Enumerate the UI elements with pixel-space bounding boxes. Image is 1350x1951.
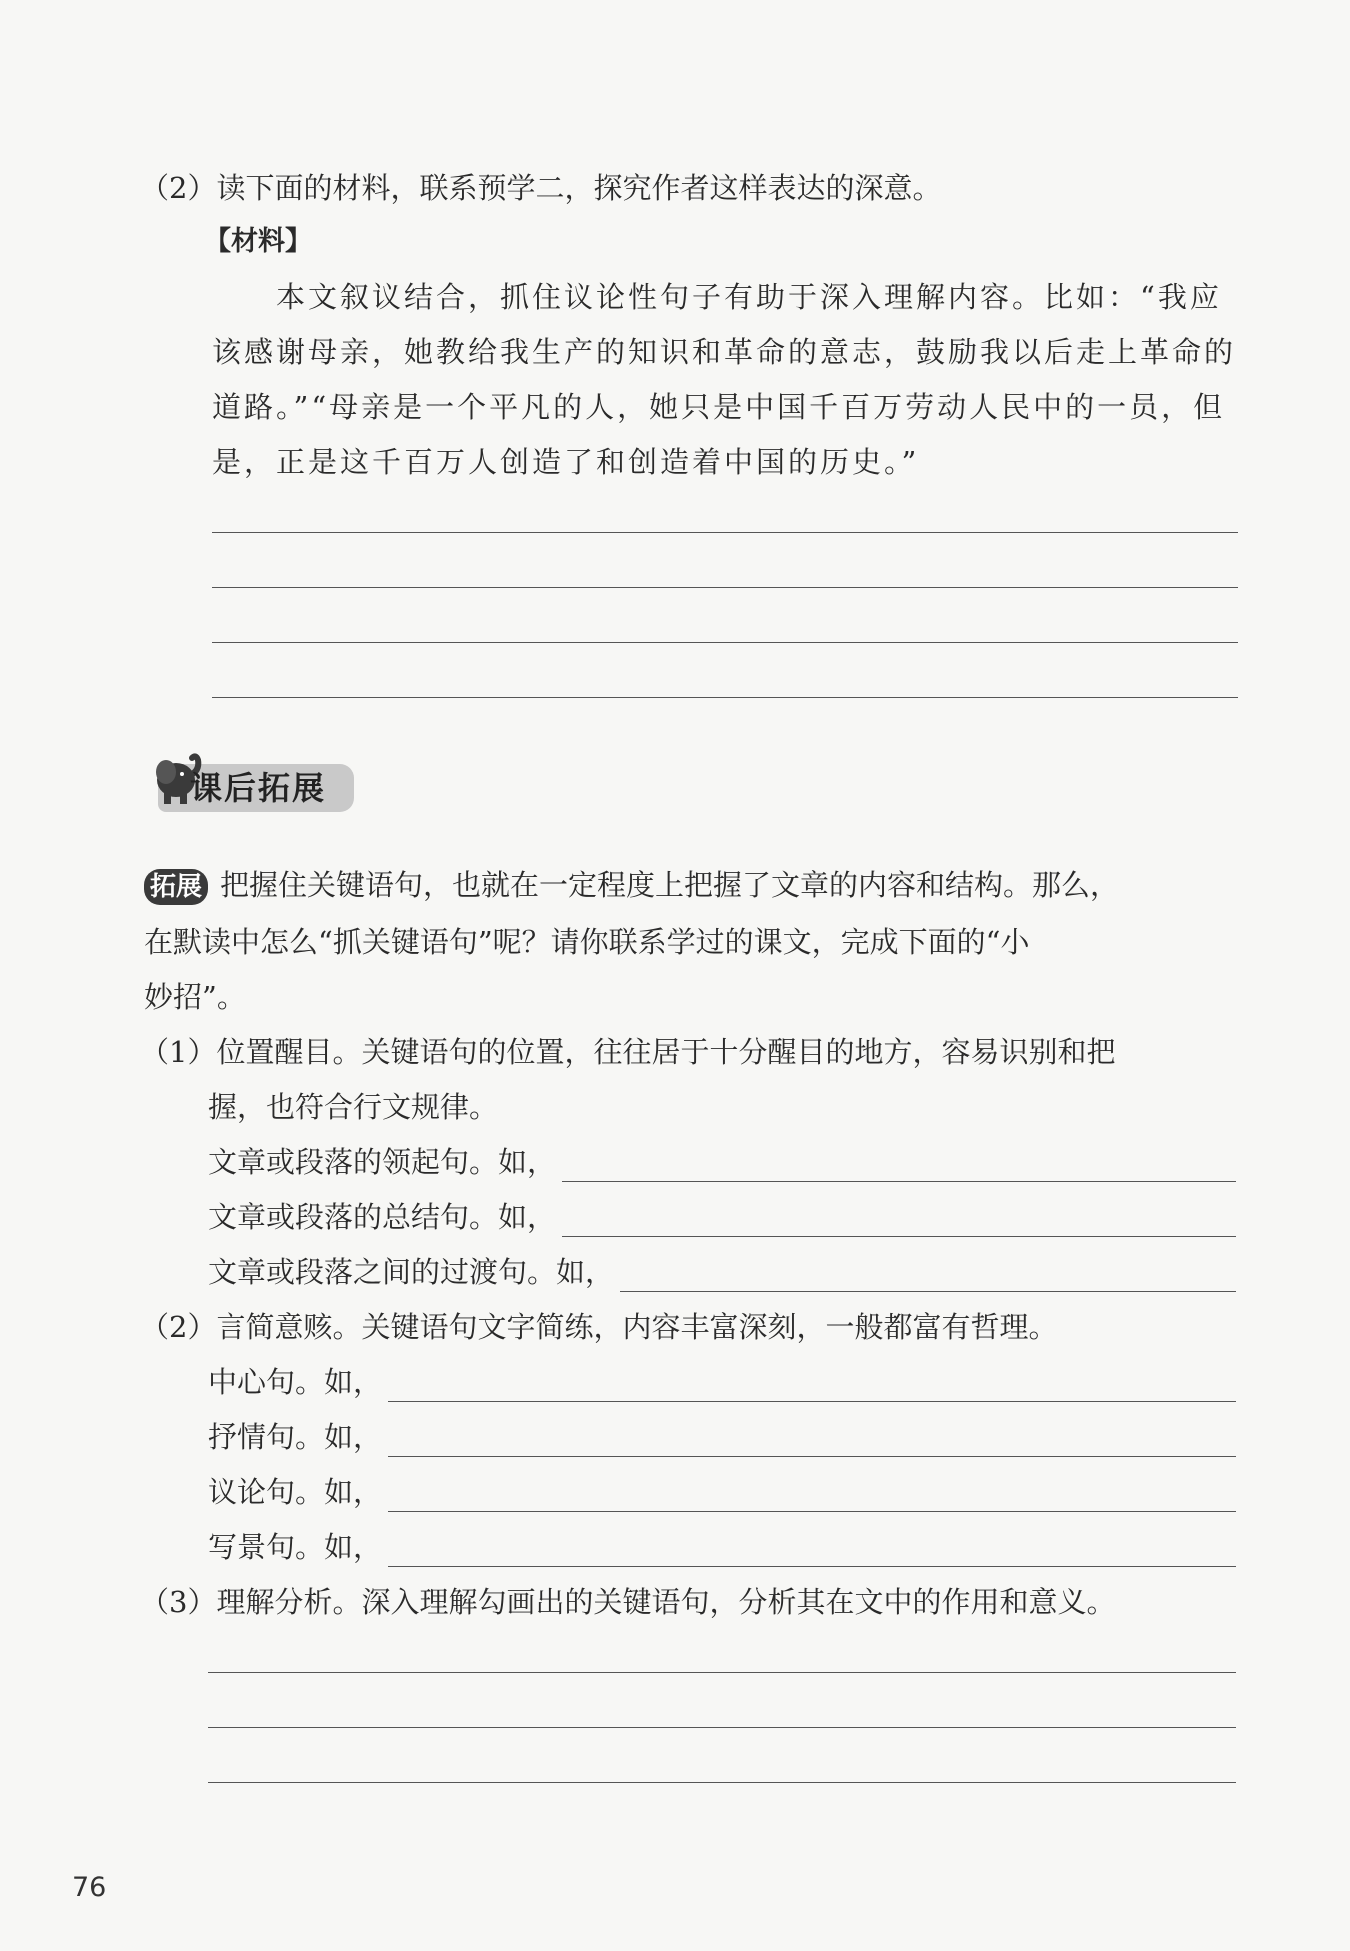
fill-row-scenery-sentence [208, 1527, 1236, 1567]
answer-line[interactable] [212, 532, 1238, 533]
item-1-line: 握，也符合行文规律。 [208, 1090, 499, 1124]
fill-blank[interactable] [620, 1257, 1236, 1292]
material-label: 【材料】 [204, 226, 312, 257]
extension-intro-first [144, 865, 1119, 905]
item-1-line: （1）位置醒目。关键语句的位置，往往居于十分醒目的地方，容易识别和把 [140, 1035, 1116, 1069]
extension-badge: 拓展 [144, 869, 208, 905]
answer-line[interactable] [212, 697, 1238, 698]
fill-blank[interactable] [388, 1367, 1236, 1402]
fill-label: 文章或段落的领起句。如， [208, 1145, 557, 1179]
fill-row-central-sentence [208, 1362, 1236, 1402]
answer-line[interactable] [208, 1782, 1236, 1783]
answer-line[interactable] [212, 587, 1238, 588]
fill-row-lyric-sentence [208, 1417, 1236, 1457]
fill-blank[interactable] [388, 1532, 1236, 1567]
section-banner [148, 760, 354, 816]
extension-intro-line: 妙招”。 [144, 980, 246, 1014]
fill-blank[interactable] [388, 1477, 1236, 1512]
page-number: 76 [72, 1872, 107, 1903]
answer-line[interactable] [208, 1672, 1236, 1673]
fill-label: 文章或段落的总结句。如， [208, 1200, 557, 1234]
material-line: 该感谢母亲，她教给我生产的知识和革命的意志，鼓励我以后走上革命的 [212, 335, 1237, 369]
fill-label: 写景句。如， [208, 1530, 383, 1564]
fill-blank[interactable] [388, 1422, 1236, 1457]
fill-blank[interactable] [562, 1147, 1236, 1182]
item-2-line: （2）言简意赅。关键语句文字简练，内容丰富深刻，一般都富有哲理。 [140, 1310, 1058, 1344]
extension-intro-line: 在默读中怎么“抓关键语句”呢？请你联系学过的课文，完成下面的“小 [144, 925, 1030, 959]
material-line: 是，正是这千百万人创造了和创造着中国的历史。” [212, 445, 920, 479]
item-3-line: （3）理解分析。深入理解勾画出的关键语句，分析其在文中的作用和意义。 [140, 1585, 1116, 1619]
fill-row-transition-sentence [208, 1252, 1236, 1292]
fill-row-leading-sentence [208, 1142, 1236, 1182]
answer-line[interactable] [212, 642, 1238, 643]
fill-label: 抒情句。如， [208, 1420, 383, 1454]
fill-blank[interactable] [562, 1202, 1236, 1237]
fill-row-summary-sentence [208, 1197, 1236, 1237]
fill-row-argument-sentence [208, 1472, 1236, 1512]
fill-label: 议论句。如， [208, 1475, 383, 1509]
question-2: （2）读下面的材料，联系预学二，探究作者这样表达的深意。 [140, 171, 942, 205]
section-title: 课后拓展 [190, 769, 327, 807]
answer-line[interactable] [208, 1727, 1236, 1728]
fill-label: 文章或段落之间的过渡句。如， [208, 1255, 615, 1289]
material-line: 道路。”“母亲是一个平凡的人，她只是中国千百万劳动人民中的一员，但 [212, 390, 1226, 424]
material-line: 本文叙议结合，抓住议论性句子有助于深入理解内容。比如：“我应 [276, 280, 1222, 314]
extension-intro-line: 把握住关键语句，也就在一定程度上把握了文章的内容和结构。那么， [220, 868, 1120, 902]
fill-label: 中心句。如， [208, 1365, 383, 1399]
